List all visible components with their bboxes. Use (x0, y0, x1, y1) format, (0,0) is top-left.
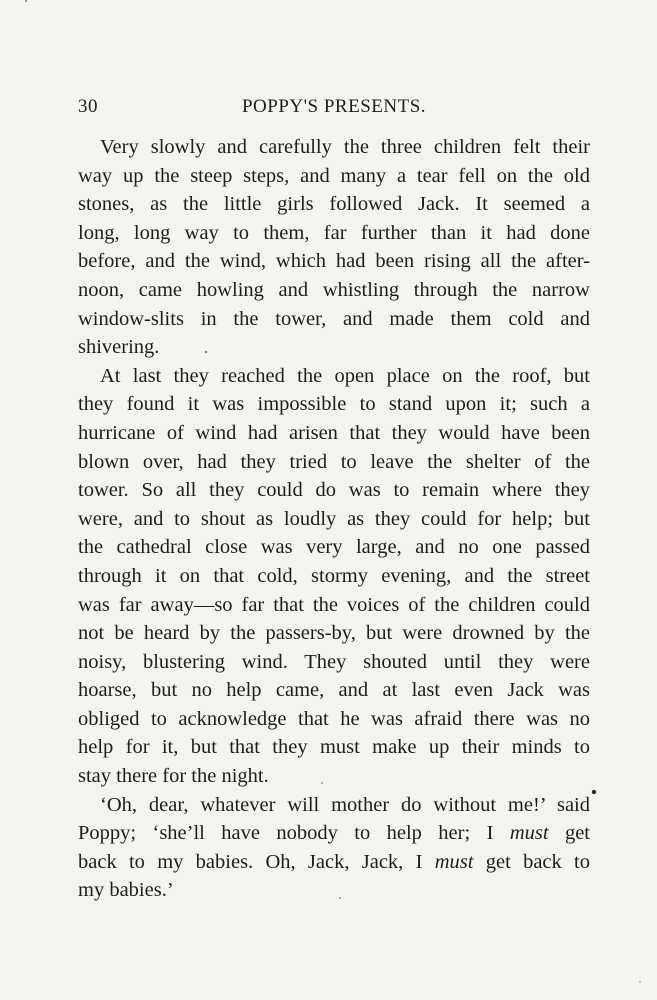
paragraph (78, 362, 590, 791)
text-line: shivering. (78, 336, 160, 359)
emphasis-text: must (509, 822, 549, 845)
emphasis-text: must (434, 850, 474, 873)
text-line: before, and the wind, which had been rising all the after- (78, 250, 590, 273)
text-line: was far away—so far that the voices of the children could (78, 593, 590, 616)
text-segment: get (548, 822, 590, 845)
text-line: blown over, had they tried to leave the shelter of the (78, 450, 590, 473)
text-line: help for it, but that they must make up their minds to (78, 736, 590, 759)
text-segment: ‘Oh, dear, whatever will mother do without me!’ said (100, 793, 590, 816)
text-line (78, 791, 590, 820)
text-segment: get back to (473, 850, 590, 873)
text-line: long, long way to them, far further than it had done (78, 221, 590, 244)
text-line: At last they reached the open place on the roof, but (100, 364, 590, 387)
text-line (78, 848, 590, 877)
text-segment: my babies.’ (78, 879, 174, 902)
text-line: through it on that cold, stormy evening, and the street (78, 564, 590, 587)
text-line: the cathedral close was very large, and no one passed (78, 536, 590, 559)
text-line: were, and to shout as loudly as they could for help; but (78, 507, 590, 530)
text-line: hurricane of wind had arisen that they would have been (78, 421, 590, 444)
page-number: 30 (78, 96, 98, 117)
text-line: stones, as the little girls followed Jack. It seemed a (78, 193, 590, 216)
text-line: not be heard by the passers-by, but were drowned by the (78, 622, 590, 645)
text-line: noon, came howling and whistling through the narrow (78, 278, 590, 301)
running-title: POPPY'S PRESENTS. (241, 96, 427, 117)
text-segment: Poppy; ‘she’ll have nobody to help her; I (78, 822, 510, 845)
text-line (78, 819, 590, 848)
paragraph (78, 133, 590, 362)
text-line: Very slowly and carefully the three children felt their (100, 136, 590, 158)
text-line: they found it was impossible to stand upon it; such a (78, 393, 590, 416)
paragraph (78, 791, 590, 905)
body-text (78, 133, 590, 905)
text-line: tower. So all they could do was to remain where they (78, 479, 590, 502)
text-line: way up the steep steps, and many a tear fell on the old (78, 164, 590, 187)
text-line (78, 876, 590, 905)
text-line: window-slits in the tower, and made them cold and (78, 307, 590, 330)
text-line: obliged to acknowledge that he was afraid there was no (78, 707, 590, 730)
page-header (78, 96, 590, 120)
text-segment: back to my babies. Oh, Jack, Jack, I (78, 850, 435, 873)
text-line: noisy, blustering wind. They shouted until they were (78, 650, 590, 673)
text-line: hoarse, but no help came, and at last even Jack was (78, 679, 590, 702)
text-line: stay there for the night. (78, 765, 269, 788)
